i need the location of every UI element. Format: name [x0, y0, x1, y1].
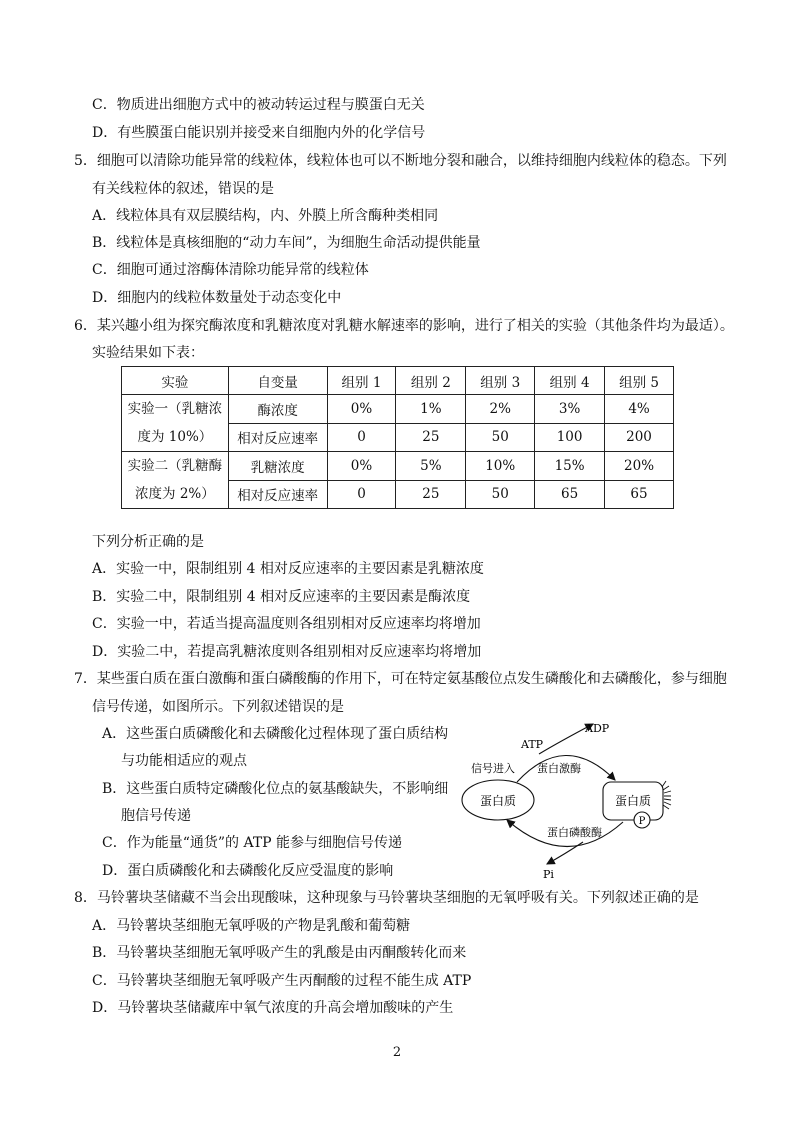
table-header-cell: 实验: [122, 367, 229, 395]
table-cell: 100: [535, 423, 605, 452]
table-header-cell: 组别 3: [466, 367, 535, 395]
experiment-2-label-line1: 实验二（乳糖酶: [127, 458, 223, 474]
q8-stem: 8．马铃薯块茎储藏不当会出现酸味，这种现象与马铃薯块茎细胞的无氧呼吸有关。下列叙述正确的是: [74, 890, 699, 906]
table-cell: 5%: [396, 452, 466, 481]
q6-stem-cont: 实验结果如下表：: [92, 345, 204, 361]
q5-stem: 5．细胞可以清除功能异常的线粒体，线粒体也可以不断地分裂和融合，以维持细胞内线粒体的稳态。下列: [74, 153, 727, 169]
table-cell: 酶浓度: [228, 395, 327, 424]
atp-label: ATP: [521, 738, 544, 751]
protein-right-label: 蛋白质: [614, 794, 652, 808]
table-cell: 0%: [327, 395, 396, 424]
table-header-cell: 自变量: [228, 367, 327, 395]
table-cell: 50: [466, 480, 535, 509]
q7-option-a-cont: 与功能相适应的观点: [121, 753, 247, 769]
table-cell: 50: [466, 423, 535, 452]
q6-option-a: A．实验一中，限制组别 4 相对反应速率的主要因素是乳糖浓度: [92, 561, 484, 577]
table-header-row: [122, 367, 674, 395]
q8-option-b: B．马铃薯块茎细胞无氧呼吸产生的乳酸是由丙酮酸转化而来: [92, 945, 467, 961]
q7-option-b: B．这些蛋白质特定磷酸化位点的氨基酸缺失，不影响细: [102, 781, 449, 797]
q8-option-c: C．马铃薯块茎细胞无氧呼吸产生丙酮酸的过程不能生成 ATP: [92, 973, 472, 989]
phosphorylation-diagram: [455, 712, 695, 882]
table-row: [122, 395, 674, 424]
q4-option-c: C．物质进出细胞方式中的被动转运过程与膜蛋白无关: [92, 97, 425, 113]
experiment-2-label-line2: 浓度为 2%）: [135, 486, 215, 502]
table-cell: 1%: [396, 395, 466, 424]
q6-option-c: C．实验一中，若适当提高温度则各组别相对反应速率均将增加: [92, 616, 481, 632]
phosphate-label: P: [638, 816, 646, 827]
table-header-cell: 组别 4: [535, 367, 605, 395]
table-cell: 200: [605, 423, 674, 452]
experiment-1-label-line1: 实验一（乳糖浓: [127, 401, 223, 417]
phosphatase-label: 蛋白磷酸酶: [547, 826, 602, 839]
experiment-1-label: [122, 395, 229, 452]
q4-option-d: D．有些膜蛋白能识别并接受来自细胞内外的化学信号: [92, 125, 426, 141]
q5-stem-cont: 有关线粒体的叙述，错误的是: [92, 181, 274, 197]
table-cell: 相对反应速率: [228, 423, 327, 452]
signal-label: 信号进入: [471, 762, 515, 775]
experiment-2-label: [122, 452, 229, 509]
table-cell: 65: [605, 480, 674, 509]
q6-stem-question: 下列分析正确的是: [92, 534, 204, 550]
q7-option-b-cont: 胞信号传递: [121, 808, 191, 824]
table-cell: 25: [396, 480, 466, 509]
pi-label: Pi: [543, 868, 554, 881]
table-cell: 0: [327, 423, 396, 452]
q8-option-a: A．马铃薯块茎细胞无氧呼吸的产物是乳酸和葡萄糖: [92, 918, 411, 934]
table-cell: 15%: [535, 452, 605, 481]
table-cell: 0%: [327, 452, 396, 481]
protein-left-label: 蛋白质: [479, 794, 517, 808]
experiment-table: [121, 366, 674, 509]
q6-option-d: D．实验二中，若提高乳糖浓度则各组别相对反应速率均将增加: [92, 644, 482, 660]
q5-option-c: C．细胞可通过溶酶体清除功能异常的线粒体: [92, 262, 369, 278]
q5-option-b: B．线粒体是真核细胞的“动力车间”，为细胞生命活动提供能量: [92, 235, 481, 251]
table-cell: 乳糖浓度: [228, 452, 327, 481]
table-cell: 20%: [605, 452, 674, 481]
table-header-cell: 组别 5: [605, 367, 674, 395]
table-cell: 相对反应速率: [228, 480, 327, 509]
kinase-label: 蛋白激酶: [537, 762, 581, 775]
table-cell: 0: [327, 480, 396, 509]
adp-label: ADP: [585, 722, 610, 735]
table-cell: 3%: [535, 395, 605, 424]
page-number: 2: [392, 1045, 402, 1060]
q7-stem-cont: 信号传递，如图所示。下列叙述错误的是: [92, 699, 344, 715]
table-cell: 10%: [466, 452, 535, 481]
q6-stem: 6．某兴趣小组为探究酶浓度和乳糖浓度对乳糖水解速率的影响，进行了相关的实验（其他条件均为最适）。: [74, 318, 734, 334]
table-cell: 2%: [466, 395, 535, 424]
q7-option-a: A．这些蛋白质磷酸化和去磷酸化过程体现了蛋白质结构: [102, 726, 449, 742]
table-header-cell: 组别 2: [396, 367, 466, 395]
table-cell: 4%: [605, 395, 674, 424]
q7-option-d: D．蛋白质磷酸化和去磷酸化反应受温度的影响: [102, 863, 394, 879]
q7-option-c: C．作为能量“通货”的 ATP 能参与细胞信号传递: [102, 835, 403, 851]
experiment-1-label-line2: 度为 10%）: [137, 429, 213, 445]
q8-option-d: D．马铃薯块茎储藏库中氧气浓度的升高会增加酸味的产生: [92, 1000, 454, 1016]
table-row: [122, 452, 674, 481]
q5-option-a: A．线粒体具有双层膜结构，内、外膜上所含酶种类相同: [92, 208, 439, 224]
q6-option-b: B．实验二中，限制组别 4 相对反应速率的主要因素是酶浓度: [92, 589, 471, 605]
q5-option-d: D．细胞内的线粒体数量处于动态变化中: [92, 290, 342, 306]
table-header-cell: 组别 1: [327, 367, 396, 395]
table-cell: 25: [396, 423, 466, 452]
table-cell: 65: [535, 480, 605, 509]
q7-stem: 7．某些蛋白质在蛋白激酶和蛋白磷酸酶的作用下，可在特定氨基酸位点发生磷酸化和去磷酸化，参与细胞: [74, 671, 727, 687]
